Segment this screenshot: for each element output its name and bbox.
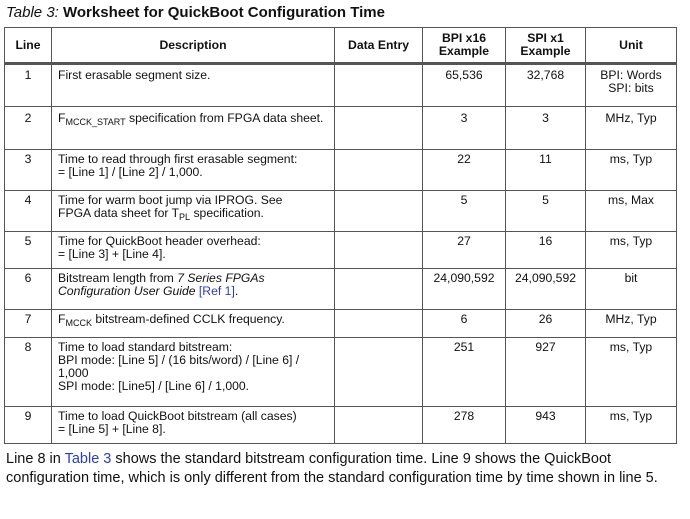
cell-data-entry xyxy=(335,407,423,444)
cell-bpi: 65,536 xyxy=(423,64,506,107)
cell-data-entry xyxy=(335,64,423,107)
paragraph-text: Line 8 in xyxy=(6,451,65,467)
desc-line: = [Line 3] + [Line 4]. xyxy=(58,247,166,261)
desc-line: = [Line 5] + [Line 8]. xyxy=(58,422,166,436)
worksheet-table xyxy=(4,27,677,444)
cell-unit: ms, Typ xyxy=(586,407,677,444)
header-description: Description xyxy=(52,28,335,64)
ref-1-link[interactable]: [Ref 1] xyxy=(198,284,235,298)
cell-description xyxy=(52,191,335,232)
header-bpi-line2: Example xyxy=(438,44,490,58)
cell-unit: ms, Typ xyxy=(586,338,677,407)
cell-unit: MHz, Typ xyxy=(586,107,677,150)
desc-subscript: MCCK xyxy=(65,318,92,328)
cell-description xyxy=(52,407,335,444)
cell-data-entry xyxy=(335,310,423,338)
desc-part: F xyxy=(58,312,66,326)
cell-line: 9 xyxy=(5,407,52,444)
table-row xyxy=(5,232,677,269)
desc-subscript: PL xyxy=(179,212,191,222)
table-row xyxy=(5,107,677,150)
desc-line: Time to load standard bitstream: xyxy=(58,340,233,354)
cell-description xyxy=(52,232,335,269)
cell-line: 2 xyxy=(5,107,52,150)
cell-unit: ms, Typ xyxy=(586,150,677,191)
cell-description xyxy=(52,107,335,150)
cell-data-entry xyxy=(335,191,423,232)
desc-line: Time for QuickBoot header overhead: xyxy=(58,234,261,248)
cell-line: 6 xyxy=(5,269,52,310)
cell-unit: ms, Max xyxy=(586,191,677,232)
desc-part: bitstream-defined CCLK frequency. xyxy=(91,312,285,326)
cell-bpi: 5 xyxy=(423,191,506,232)
desc-part: . xyxy=(234,284,239,298)
cell-spi: 32,768 xyxy=(506,64,586,107)
table-row xyxy=(5,269,677,310)
cell-unit: MHz, Typ xyxy=(586,310,677,338)
unit-bpi: BPI: Words xyxy=(600,68,662,82)
cell-bpi: 27 xyxy=(423,232,506,269)
cell-data-entry xyxy=(335,232,423,269)
cell-spi: 5 xyxy=(506,191,586,232)
table-row xyxy=(5,338,677,407)
desc-line: 1,000 xyxy=(58,366,89,380)
cell-bpi: 278 xyxy=(423,407,506,444)
cell-bpi: 24,090,592 xyxy=(423,269,506,310)
desc-part: specification. xyxy=(190,206,264,220)
header-spi-line2: Example xyxy=(520,44,571,58)
desc-line: BPI mode: [Line 5] / (16 bits/word) / [Line 6] / xyxy=(58,353,300,367)
cell-line: 3 xyxy=(5,150,52,191)
paragraph-text: shows the standard bitstream configuration time. Line 9 shows the QuickBoot configuration time, which is only different from the standard configuration time by time shown in line 5. xyxy=(6,451,658,486)
unit-spi: SPI: bits xyxy=(608,81,654,95)
cell-unit xyxy=(586,64,677,107)
cell-spi: 943 xyxy=(506,407,586,444)
body-paragraph xyxy=(6,450,682,488)
cell-spi: 26 xyxy=(506,310,586,338)
table-3-link[interactable]: Table 3 xyxy=(64,451,112,467)
header-line: Line xyxy=(5,28,52,64)
desc-line: SPI mode: [Line5] / [Line 6] / 1,000. xyxy=(58,379,250,393)
cell-line: 7 xyxy=(5,310,52,338)
cell-line: 1 xyxy=(5,64,52,107)
cell-line: 8 xyxy=(5,338,52,407)
header-spi-line1: SPI x1 xyxy=(527,31,564,45)
cell-data-entry xyxy=(335,338,423,407)
cell-bpi: 22 xyxy=(423,150,506,191)
desc-part: F xyxy=(58,111,66,125)
table-row xyxy=(5,407,677,444)
header-row xyxy=(5,28,677,64)
desc-line: Time to read through first erasable segment: xyxy=(58,152,298,166)
desc-part: FPGA data sheet for T xyxy=(58,206,180,220)
header-bpi-line1: BPI x16 xyxy=(441,31,487,45)
header-spi-example xyxy=(506,28,586,64)
header-data-entry: Data Entry xyxy=(335,28,423,64)
cell-spi: 24,090,592 xyxy=(506,269,586,310)
cell-spi: 16 xyxy=(506,232,586,269)
cell-unit: ms, Typ xyxy=(586,232,677,269)
desc-part: Bitstream length from xyxy=(58,271,178,285)
cell-line: 5 xyxy=(5,232,52,269)
desc-line: Time for warm boot jump via IPROG. See xyxy=(58,193,283,207)
table-row xyxy=(5,310,677,338)
cell-description xyxy=(52,338,335,407)
desc-italic: 7 Series FPGAs xyxy=(177,271,265,285)
cell-spi: 3 xyxy=(506,107,586,150)
cell-line: 4 xyxy=(5,191,52,232)
desc-part: specification from FPGA data sheet. xyxy=(125,111,324,125)
cell-data-entry xyxy=(335,269,423,310)
cell-description: First erasable segment size. xyxy=(52,64,335,107)
desc-line: = [Line 1] / [Line 2] / 1,000. xyxy=(58,165,203,179)
table-row xyxy=(5,150,677,191)
cell-unit: bit xyxy=(586,269,677,310)
cell-bpi: 6 xyxy=(423,310,506,338)
table-caption xyxy=(6,4,385,21)
cell-description xyxy=(52,150,335,191)
desc-line: Time to load QuickBoot bitstream (all cases) xyxy=(58,409,297,423)
table-number: Table 3: xyxy=(6,4,59,21)
cell-data-entry xyxy=(335,150,423,191)
table-title: Worksheet for QuickBoot Configuration Time xyxy=(63,4,385,21)
cell-bpi: 251 xyxy=(423,338,506,407)
cell-data-entry xyxy=(335,107,423,150)
cell-spi: 11 xyxy=(506,150,586,191)
table-row xyxy=(5,191,677,232)
table-row xyxy=(5,64,677,107)
desc-subscript: MCCK_START xyxy=(65,117,126,127)
desc-italic: Configuration User Guide xyxy=(58,284,196,298)
cell-description xyxy=(52,310,335,338)
cell-bpi: 3 xyxy=(423,107,506,150)
cell-spi: 927 xyxy=(506,338,586,407)
header-bpi-example xyxy=(423,28,506,64)
header-unit: Unit xyxy=(586,28,677,64)
cell-description xyxy=(52,269,335,310)
